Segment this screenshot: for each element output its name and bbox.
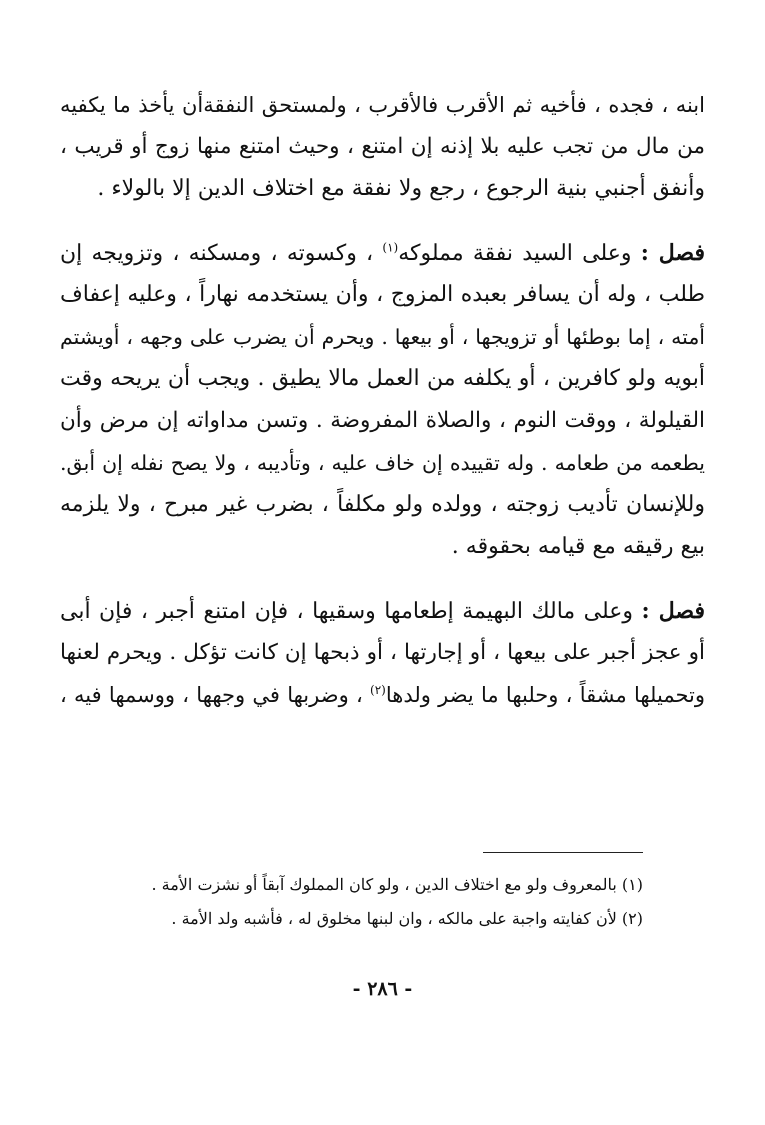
text-line — [60, 232, 705, 274]
text-line: بيع رقيقه مع قيامه بحقوقه . — [451, 534, 705, 559]
text-line: وأنفق أجنبي بنية الرجوع ، رجع ولا نفقة مع اختلاف الدين إلا بالولاء . — [97, 176, 705, 201]
footnote-ref-2[interactable]: (٢) — [370, 683, 386, 697]
text-line — [60, 674, 705, 716]
text-line: ابنه ، فجده ، فأخيه ثم الأقرب فالأقرب ، ولمستحق النفقةأن يأخذ ما يكفيه — [60, 93, 705, 117]
footnote-1: (١) بالمعروف ولو مع اختلاف الدين ، ولو كان المملوك آبقاً أو نشزت الأمة . — [151, 875, 643, 894]
text-span: وتحميلها مشقاً ، وحلبها ما يضر ولدها — [385, 683, 706, 707]
text-span: ، وكسوته ، ومسكنه ، وتزويجه إن — [60, 241, 374, 266]
paragraph-gap — [60, 568, 705, 590]
text-line: من مال من تجب عليه بلا إذنه إن امتنع ، وحيث امتنع منها زوج أو قريب ، — [60, 134, 705, 159]
footnote-divider — [483, 852, 643, 853]
text-span: وعلى السيد نفقة مملوكه — [398, 241, 632, 266]
paragraph-gap — [60, 210, 705, 232]
paragraph-2 — [60, 232, 705, 568]
text-line: طلب ، وله أن يسافر بعبده المزوج ، وأن يستخدمه نهاراً ، وعليه إعفاف — [60, 282, 705, 307]
text-span: ، وضربها في وجهها ، ووسمها فيه ، — [60, 683, 363, 707]
paragraph-3 — [60, 590, 705, 716]
text-line: أبويه ولو كافرين ، أو يكلفه من العمل مالا يطيق . ويجب أن يريحه وقت — [60, 366, 705, 391]
footnotes — [123, 868, 643, 936]
text-line — [60, 590, 705, 632]
text-line: القيلولة ، ووقت النوم ، والصلاة المفروضة . وتسن مداواته إن مرض وأن — [60, 408, 705, 433]
page-number: - ٢٨٦ - — [352, 978, 413, 1000]
text-line: أمته ، إما بوطئها أو تزويجها ، أو بيعها . ويحرم أن يضرب على وجهه ، أويشتم — [60, 325, 705, 349]
text-line: أو عجز أجبر على بيعها ، أو إجارتها ، أو ذبحها إن كانت تؤكل . ويحرم لعنها — [60, 640, 705, 665]
section-heading: فصل : — [641, 598, 705, 624]
footnote-ref-1[interactable]: (١) — [382, 240, 399, 255]
text-line: يطعمه من طعامه . وله تقييده إن خاف عليه ، وتأديبه ، ولا يصح نفله إن أبق. — [60, 451, 705, 475]
footnote-2: (٢) لأن كفايته واجبة على مالكه ، وان لبنها مخلوق له ، فأشبه ولد الأمة . — [171, 909, 643, 928]
main-text — [60, 84, 705, 716]
text-span: وعلى مالك البهيمة إطعامها وسقيها ، فإن امتنع أجبر ، فإن أبى — [60, 599, 634, 624]
section-heading: فصل : — [640, 240, 705, 266]
text-line: وللإنسان تأديب زوجته ، وولده ولو مكلفاً ، بضرب غير مبرح ، ولا يلزمه — [60, 492, 705, 517]
paragraph-1 — [60, 84, 705, 210]
